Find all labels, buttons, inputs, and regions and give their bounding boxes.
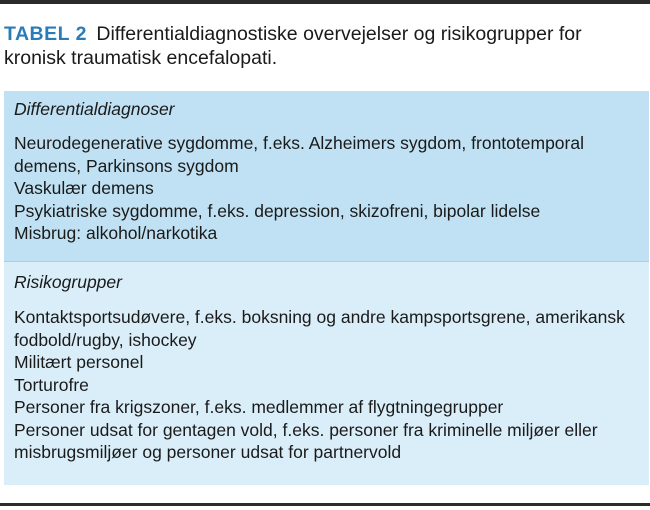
- list-item: Misbrug: alkohol/narkotika: [14, 223, 218, 243]
- list-item: Personer fra krigszoner, f.eks. medlemmer af flygtningegrupper: [14, 397, 504, 417]
- top-rule: [0, 0, 650, 4]
- list-item: Militært personel: [14, 352, 144, 372]
- list-item: Personer udsat for gentagen vold, f.eks. personer fra kriminelle miljøer eller misbrugsmiljøer og personer udsat for partnervold: [14, 419, 598, 462]
- section-risk-groups: [4, 262, 649, 485]
- list-item: Psykiatriske sygdomme, f.eks. depression, skizofreni, bipolar lidelse: [14, 200, 541, 221]
- item-list: [14, 306, 639, 464]
- list-item: Torturofre: [14, 374, 89, 395]
- section-differential-diagnoses: [4, 91, 649, 262]
- table-caption: [4, 22, 644, 70]
- list-item: Vaskulær demens: [14, 178, 154, 198]
- section-heading: Differentialdiagnoser: [14, 99, 175, 119]
- list-item: Neurodegenerative sygdomme, f.eks. Alzheimers sygdom, frontotemporal demens, Parkinsons sygdom: [14, 133, 584, 176]
- table-label: TABEL 2: [4, 23, 87, 45]
- table-title: Differentialdiagnostiske overvejelser og risikogrupper for kronisk traumatisk encefalopati.: [4, 23, 582, 69]
- section-heading: Risikogrupper: [14, 272, 122, 292]
- item-list: [14, 132, 639, 245]
- bottom-rule: [0, 503, 650, 506]
- list-item: Kontaktsportsudøvere, f.eks. boksning og andre kampsportsgrene, amerikansk fodbold/rugby, ishockey: [14, 307, 625, 350]
